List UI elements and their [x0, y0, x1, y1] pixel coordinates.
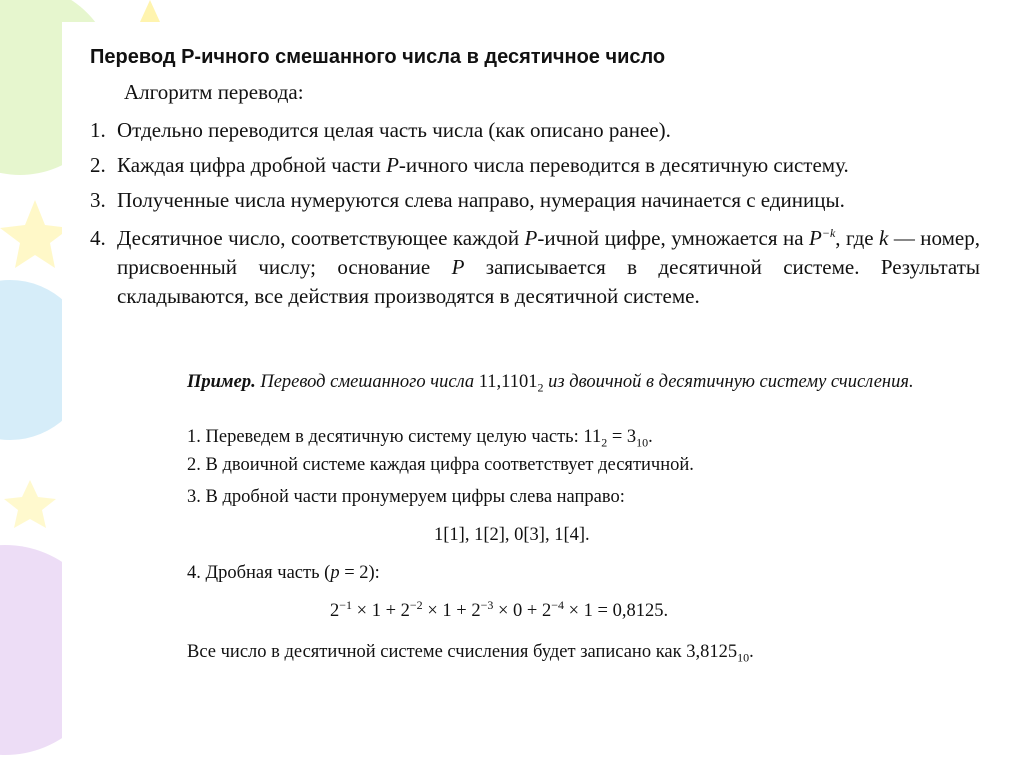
- step-text: Десятичное число, соответствующее каждой P-ичной цифре, умножается на $P^{-k}$, где k — номер, присвоенный числу; основание P записывается в десятичной системе. Результаты складываются, все действия производятся в десятичной системе.: [117, 226, 981, 308]
- algorithm-step-1: [90, 116, 980, 145]
- example-step-1: 1. Переведем в десятичную систему целую часть: $11_2 = 3_{10}$.: [187, 427, 653, 450]
- algorithm-label: Алгоритм перевода:: [124, 80, 304, 104]
- example-intro: Пример. Перевод смешанного числа $11,1101_2$ из двоичной в десятичную систему счисления.: [187, 372, 914, 395]
- page-title: Перевод P-ичного смешанного числа в десятичное число: [90, 46, 666, 68]
- deco-star: [4, 480, 56, 528]
- algorithm-step-2: [90, 151, 980, 180]
- example-step-2: 2. В двоичной системе каждая цифра соответствует десятичной.: [187, 455, 694, 475]
- deco-star: [0, 200, 70, 268]
- step-number: 2.: [90, 153, 106, 177]
- example-conclusion: Все число в десятичной системе счисления будет записано как $3,8125_{10}$.: [187, 642, 754, 665]
- example-step-4: 4. Дробная часть (p = 2):: [187, 563, 380, 583]
- digit-numbering: 1[1], 1[2], 0[3], 1[4].: [434, 525, 590, 545]
- step-number: 4.: [90, 226, 106, 250]
- step-number: 1.: [90, 118, 106, 142]
- step-text: Отдельно переводится целая часть числа (как описано ранее).: [117, 118, 671, 142]
- slide-content: [62, 22, 981, 755]
- step-number: 3.: [90, 188, 106, 212]
- step-text: Полученные числа нумеруются слева направо, нумерация начинается с единицы.: [117, 188, 845, 212]
- algorithm-step-4: [90, 224, 980, 311]
- example-step-3: 3. В дробной части пронумеруем цифры слева направо:: [187, 487, 625, 507]
- step-text: Каждая цифра дробной части P-ичного числа переводится в десятичную систему.: [117, 153, 849, 177]
- algorithm-step-3: [90, 186, 980, 215]
- fraction-formula: $2^{-1} \times 1 + 2^{-2} \times 1 + 2^{-3} \times 0 + 2^{-4} \times 1 = 0,8125$.: [330, 597, 669, 621]
